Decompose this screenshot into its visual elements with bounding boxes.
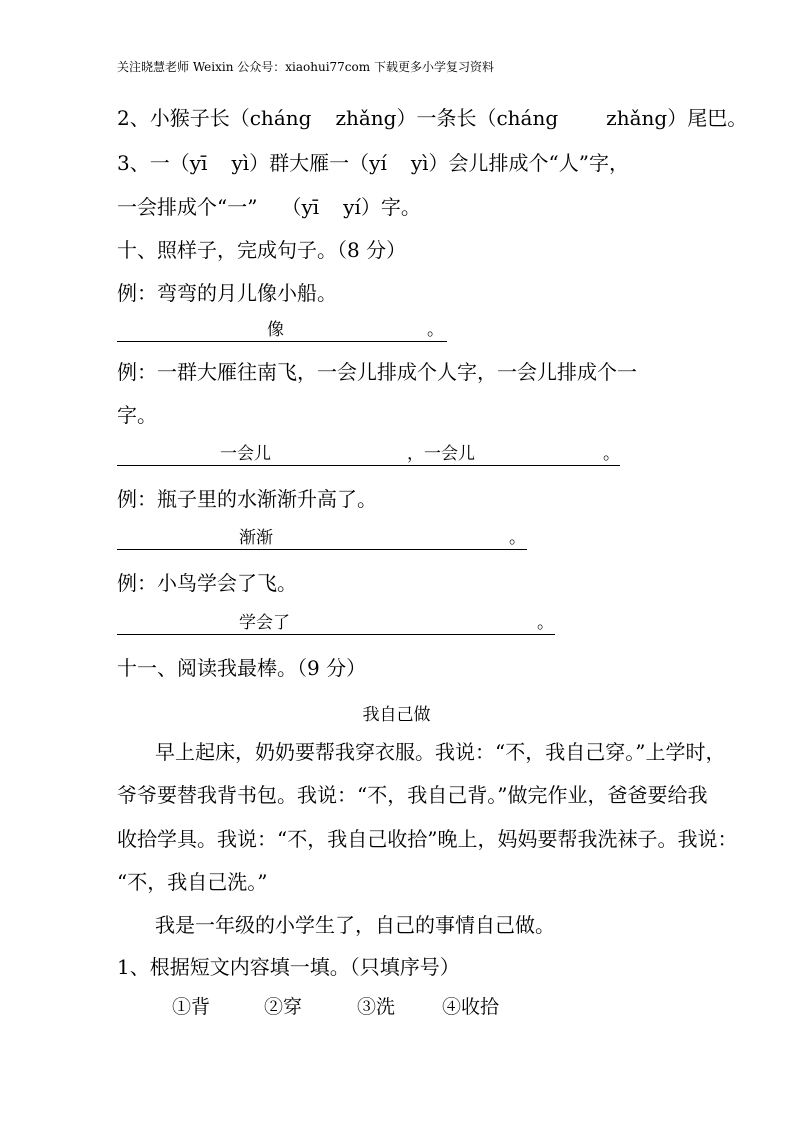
q10-example-1: 例：弯弯的月儿像小船。 xyxy=(117,281,337,305)
option-3: ③洗 xyxy=(357,996,396,1018)
q10-answer-line-2[interactable]: 一会儿 ，一会儿 。 xyxy=(117,436,620,466)
q10-answer-line-4[interactable]: 学会了 。 xyxy=(117,605,555,635)
q10-example-2-line1: 例：一群大雁往南飞，一会儿排成个人字，一会儿排成个一 xyxy=(117,360,637,384)
passage-line-3: 收拾学具。我说：“不，我自己收拾”晚上，妈妈要帮我洗袜子。我说： xyxy=(117,827,738,851)
q9-item-3-cont: 一会排成个“一” （yī yí）字。 xyxy=(117,195,421,219)
q10-title: 十、照样子，完成句子。（8 分） xyxy=(117,238,407,262)
q10-example-2-line2: 字。 xyxy=(117,403,157,427)
option-1: ①背 xyxy=(172,996,211,1018)
option-4: ④收拾 xyxy=(442,996,500,1018)
passage-line-2: 爷爷要替我背书包。我说：“不，我自己背。”做完作业，爸爸要给我 xyxy=(117,783,708,807)
passage-title: 我自己做 xyxy=(362,705,431,725)
passage-line-4: “不，我自己洗。” xyxy=(117,870,268,894)
q10-example-4: 例：小鸟学会了飞。 xyxy=(117,571,297,595)
q11-sub1: 1、根据短文内容填一填。（只填序号） xyxy=(117,955,460,979)
q10-example-3: 例：瓶子里的水渐渐升高了。 xyxy=(117,487,377,511)
q11-title: 十一、阅读我最棒。（9 分） xyxy=(117,656,367,680)
q9-item-3: 3、一（yī yì）群大雁一（yí yì）会儿排成个“人”字， xyxy=(117,151,629,175)
passage-line-1: 早上起床，奶奶要帮我穿衣服。我说：“不，我自己穿。”上学时， xyxy=(155,740,726,764)
passage-line-5: 我是一年级的小学生了，自己的事情自己做。 xyxy=(155,913,555,937)
page-header: 关注晓慧老师 Weixin 公众号：xiaohui77com 下载更多小学复习资料 xyxy=(117,60,494,74)
q10-answer-line-1[interactable]: 像 。 xyxy=(117,312,447,342)
option-2: ②穿 xyxy=(264,996,303,1018)
q10-answer-line-3[interactable]: 渐渐 。 xyxy=(117,520,527,550)
q9-item-2: 2、小猴子长（cháng zhǎng）一条长（cháng zhǎng）尾巴。 xyxy=(117,106,748,130)
